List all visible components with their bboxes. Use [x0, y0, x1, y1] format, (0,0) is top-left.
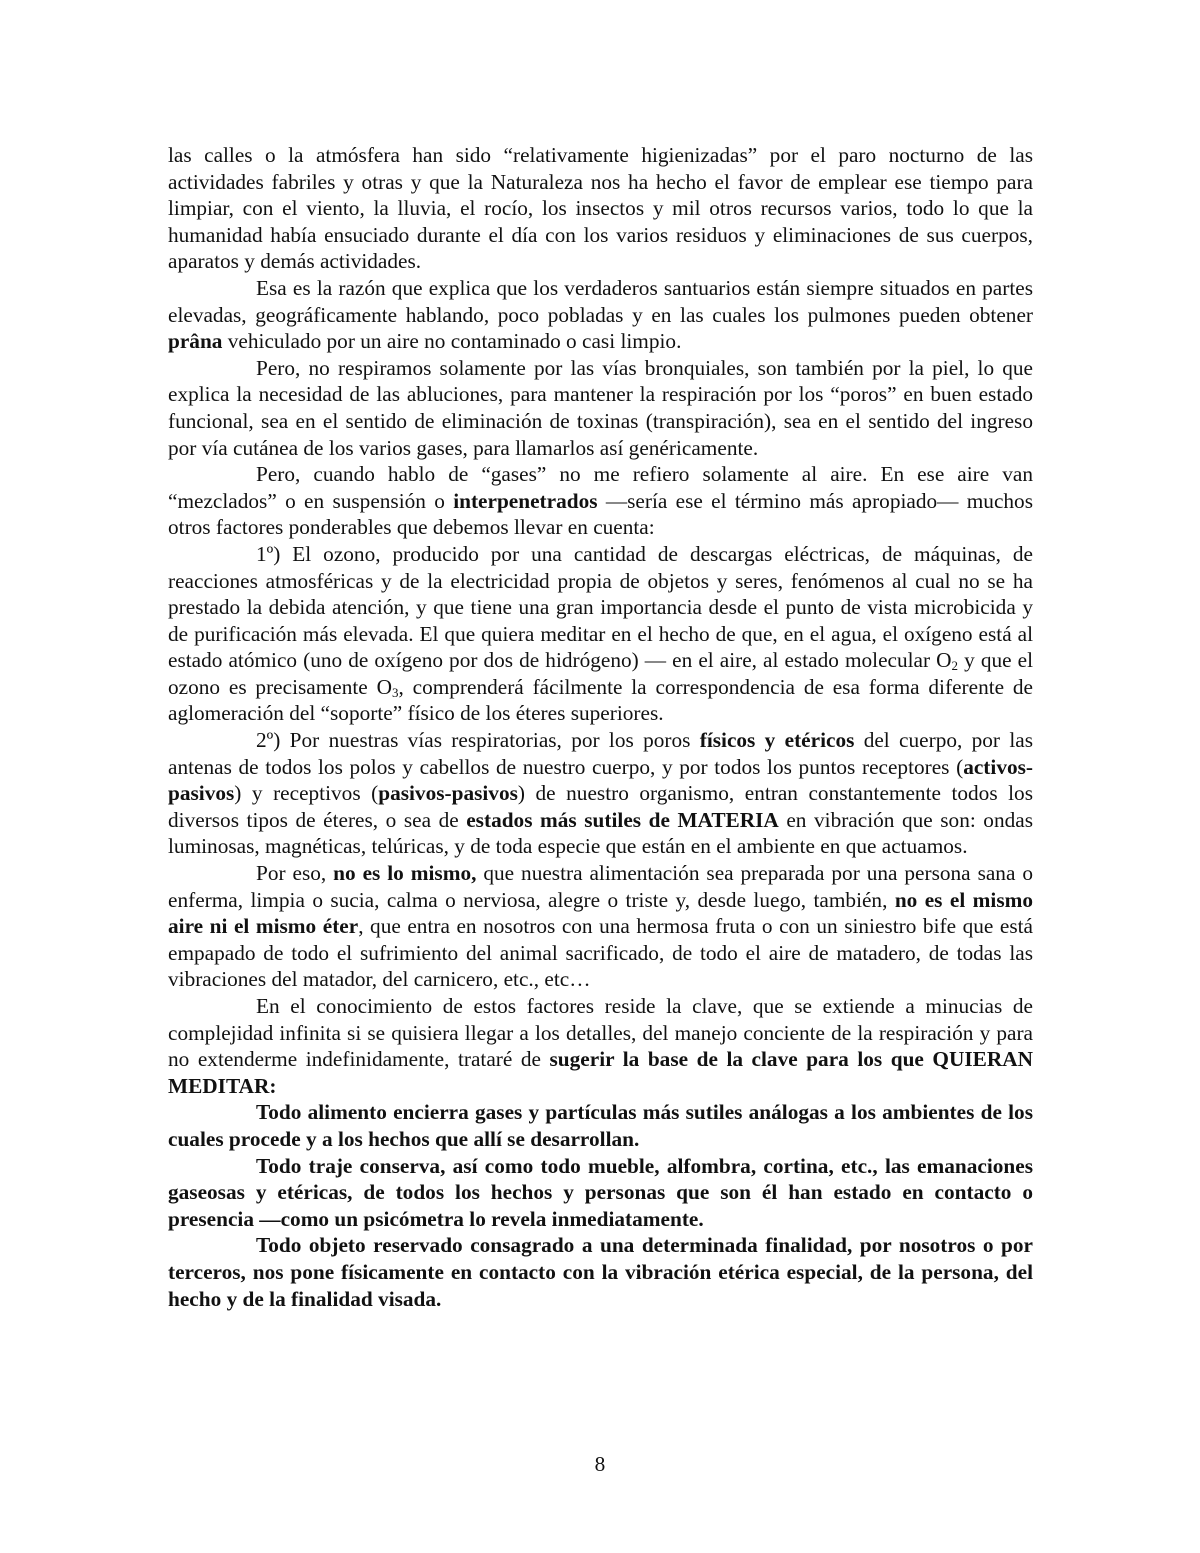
- bold-text: no es lo mismo,: [333, 861, 477, 886]
- paragraph: [168, 1232, 1033, 1312]
- text-run: Todo traje conserva, así como todo mueble, alfombra, cortina, etc., las emanaciones gaseosas y etéricas, de todos los hechos y personas que son él han estado en contacto o presencia —como un psicómetra lo revela inmediatamente.: [168, 1153, 1033, 1231]
- subscript: 3: [391, 684, 399, 700]
- paragraph: [168, 461, 1033, 541]
- text-run: las calles o la atmósfera han sido “relativamente higienizadas” por el paro nocturno de las actividades fabriles y otras y que la Naturaleza nos ha hecho el favor de emplear ese tiempo para limpiar, con el viento, la lluvia, el rocío, los insectos y mil otros recursos varios, todo lo que la humanidad había ensuciado durante el día con los varios residuos y eliminaciones de sus cuerpos, aparatos y demás actividades.: [168, 143, 1033, 274]
- text-run: Todo alimento encierra gases y partículas más sutiles análogas a los ambientes de los cuales procede y a los hechos que allí se desarrollan.: [168, 1100, 1033, 1151]
- text-run: En el conocimiento de estos factores reside la clave, que se extiende a minucias de complejidad infinita si se quisiera llegar a los detalles, del manejo conciente de la respiración y para no extenderme indefinidamente, trataré de: [168, 994, 1033, 1072]
- text-run: 2º) Por nuestras vías respiratorias, por los poros: [256, 728, 700, 753]
- paragraph: [168, 275, 1033, 355]
- bold-text: interpenetrados: [453, 488, 598, 513]
- bold-text: prâna: [168, 329, 223, 354]
- paragraph: [168, 993, 1033, 1099]
- bold-text: físicos y etéricos: [699, 728, 855, 753]
- paragraph: [168, 727, 1033, 860]
- page-number: 8: [594, 1452, 606, 1476]
- text-run: ) de nuestro organismo, entran constantemente todos los diversos tipos de éteres, o sea de: [168, 781, 1033, 832]
- bold-text: sugerir la base de la clave para los que QUIERAN MEDITAR:: [168, 1047, 1033, 1098]
- text-run: Por eso,: [256, 861, 334, 886]
- text-run: Pero, cuando hablo de “gases” no me refiero solamente al aire. En ese aire van “mezclados” o en suspensión o: [168, 462, 1033, 513]
- bold-text: no es el mismo aire ni el mismo éter: [168, 887, 1033, 939]
- text-run: , comprenderá fácilmente la correspondencia de esa forma diferente de aglomeración del “soporte” físico de los éteres superiores.: [168, 674, 1034, 726]
- paragraph: [168, 1099, 1033, 1152]
- bold-text: estados más sutiles de MATERIA: [466, 807, 779, 832]
- bold-text: activos-pasivos: [168, 754, 1033, 806]
- text-run: que nuestra alimentación sea preparada por una persona sana o enferma, limpia o sucia, calma o nerviosa, alegre o triste y, desde luego, también,: [168, 861, 1033, 912]
- text-run: vehiculado por un aire no contaminado o casi limpio.: [222, 329, 682, 354]
- text-run: Pero, no respiramos solamente por las vías bronquiales, son también por la piel, lo que explica la necesidad de las abluciones, para mantener la respiración por los “poros” en buen estado funcional, sea en el sentido de eliminación de toxinas (transpiración), sea en el sentido del ingreso por vía cutánea de los varios gases, para llamarlos así genéricamente.: [168, 355, 1033, 460]
- text-run: —sería ese el término más apropiado— muchos otros factores ponderables que debemos llevar en cuenta:: [168, 488, 1033, 540]
- text-run: en vibración que son: ondas luminosas, magnéticas, telúricas, y de toda especie que están en el ambiente en que actuamos.: [168, 807, 1033, 859]
- document-body: [168, 142, 1033, 1312]
- paragraph: [168, 541, 1033, 727]
- text-run: y que el ozono es precisamente O: [168, 648, 1033, 699]
- text-run: del cuerpo, por las antenas de todos los polos y cabellos de nuestro cuerpo, y por todos los puntos receptores (: [168, 728, 1034, 779]
- bold-text: pasivos-pasivos: [378, 781, 518, 806]
- text-run: 1º) El ozono, producido por una cantidad de descargas eléctricas, de máquinas, de reacciones atmosféricas y de la electricidad propia de objetos y seres, fenómenos al cual no se ha prestado la debida atención, y que tiene una gran importancia desde el punto de vista microbicida y de purificación más elevada. El que quiera meditar en el hecho de que, en el agua, el oxígeno está al estado atómico (uno de oxígeno por dos de hidrógeno) — en el aire, al estado molecular O: [168, 541, 1033, 673]
- text-run: Todo objeto reservado consagrado a una determinada finalidad, por nosotros o por terceros, nos pone físicamente en contacto con la vibración etérica especial, de la persona, del hecho y de la finalidad visada.: [168, 1233, 1033, 1311]
- paragraph: [168, 142, 1033, 275]
- text-run: ) y receptivos (: [234, 781, 379, 806]
- text-run: , que entra en nosotros con una hermosa fruta o con un siniestro bife que está empapado de todo el sufrimiento del animal sacrificado, de todo el aire de matadero, de todas las vibraciones del matador, del carnicero, etc., etc…: [168, 914, 1033, 992]
- subscript: 2: [951, 658, 959, 674]
- paragraph: [168, 860, 1033, 993]
- text-run: Esa es la razón que explica que los verdaderos santuarios están siempre situados en partes elevadas, geográficamente hablando, poco pobladas y en las cuales los pulmones pueden obtener: [168, 275, 1033, 327]
- paragraph: [168, 355, 1033, 461]
- paragraph: [168, 1153, 1033, 1233]
